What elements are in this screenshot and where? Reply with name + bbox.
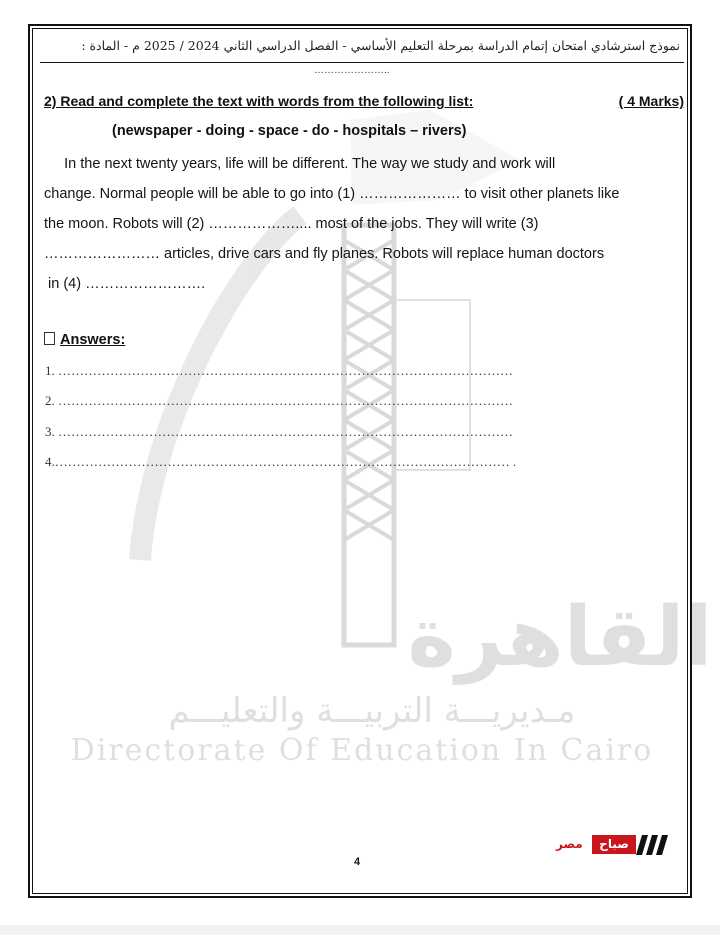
answer-line-3[interactable]: 3. …………………………………………………………………………………………… <box>45 424 513 439</box>
answer-line-2[interactable]: 2. …………………………………………………………………………………………… <box>45 393 513 408</box>
watermark-english: Directorate Of Education In Cairo <box>70 733 654 768</box>
answer-line-1[interactable]: 1. …………………………………………………………………………………………… <box>45 363 513 378</box>
logo-word-sabah: صباح <box>592 835 636 854</box>
passage-line: …………………… articles, drive cars and fly planes. Robots will replace human doctors <box>44 246 605 262</box>
logo-word-masr: مصر <box>556 837 583 851</box>
passage-line: In the next twenty years, life will be different. The way we study and work will <box>44 156 556 172</box>
question-marks: ( 4 Marks) <box>618 93 684 109</box>
answers-heading <box>44 332 125 348</box>
passage-line: change. Normal people will be able to go into (1) ………………… to visit other planets like <box>44 186 620 202</box>
passage-text <box>44 149 684 299</box>
answer-line-4[interactable]: 4.…………………………………………………………………………………………… . <box>45 454 517 469</box>
passage-line: the moon. Robots will (2) ……………….... most of the jobs. They will write (3) <box>44 216 539 232</box>
question-title: 2) Read and complete the text with words from the following list: <box>44 93 474 109</box>
watermark-arabic-title: القاهرة <box>407 590 713 685</box>
subject-blank: ………………….. <box>314 65 390 76</box>
checkbox-icon <box>44 332 55 345</box>
page-number: 4 <box>354 856 361 868</box>
word-list: (newspaper - doing - space - do - hospitals – rivers) <box>112 123 467 139</box>
exam-header: نموذج استرشادي امتحان إتمام الدراسة بمرحلة التعليم الأساسي - الفصل الدراسي الثاني 2024 / 2025 م - المادة : <box>81 38 680 53</box>
header-divider <box>40 62 684 63</box>
passage-line: in (4) ……………………. <box>44 276 206 292</box>
watermark-arabic-subtitle: مـديريـــة التربيـــة والتعليـــم <box>168 691 576 731</box>
answers-heading-label: Answers: <box>60 332 126 348</box>
